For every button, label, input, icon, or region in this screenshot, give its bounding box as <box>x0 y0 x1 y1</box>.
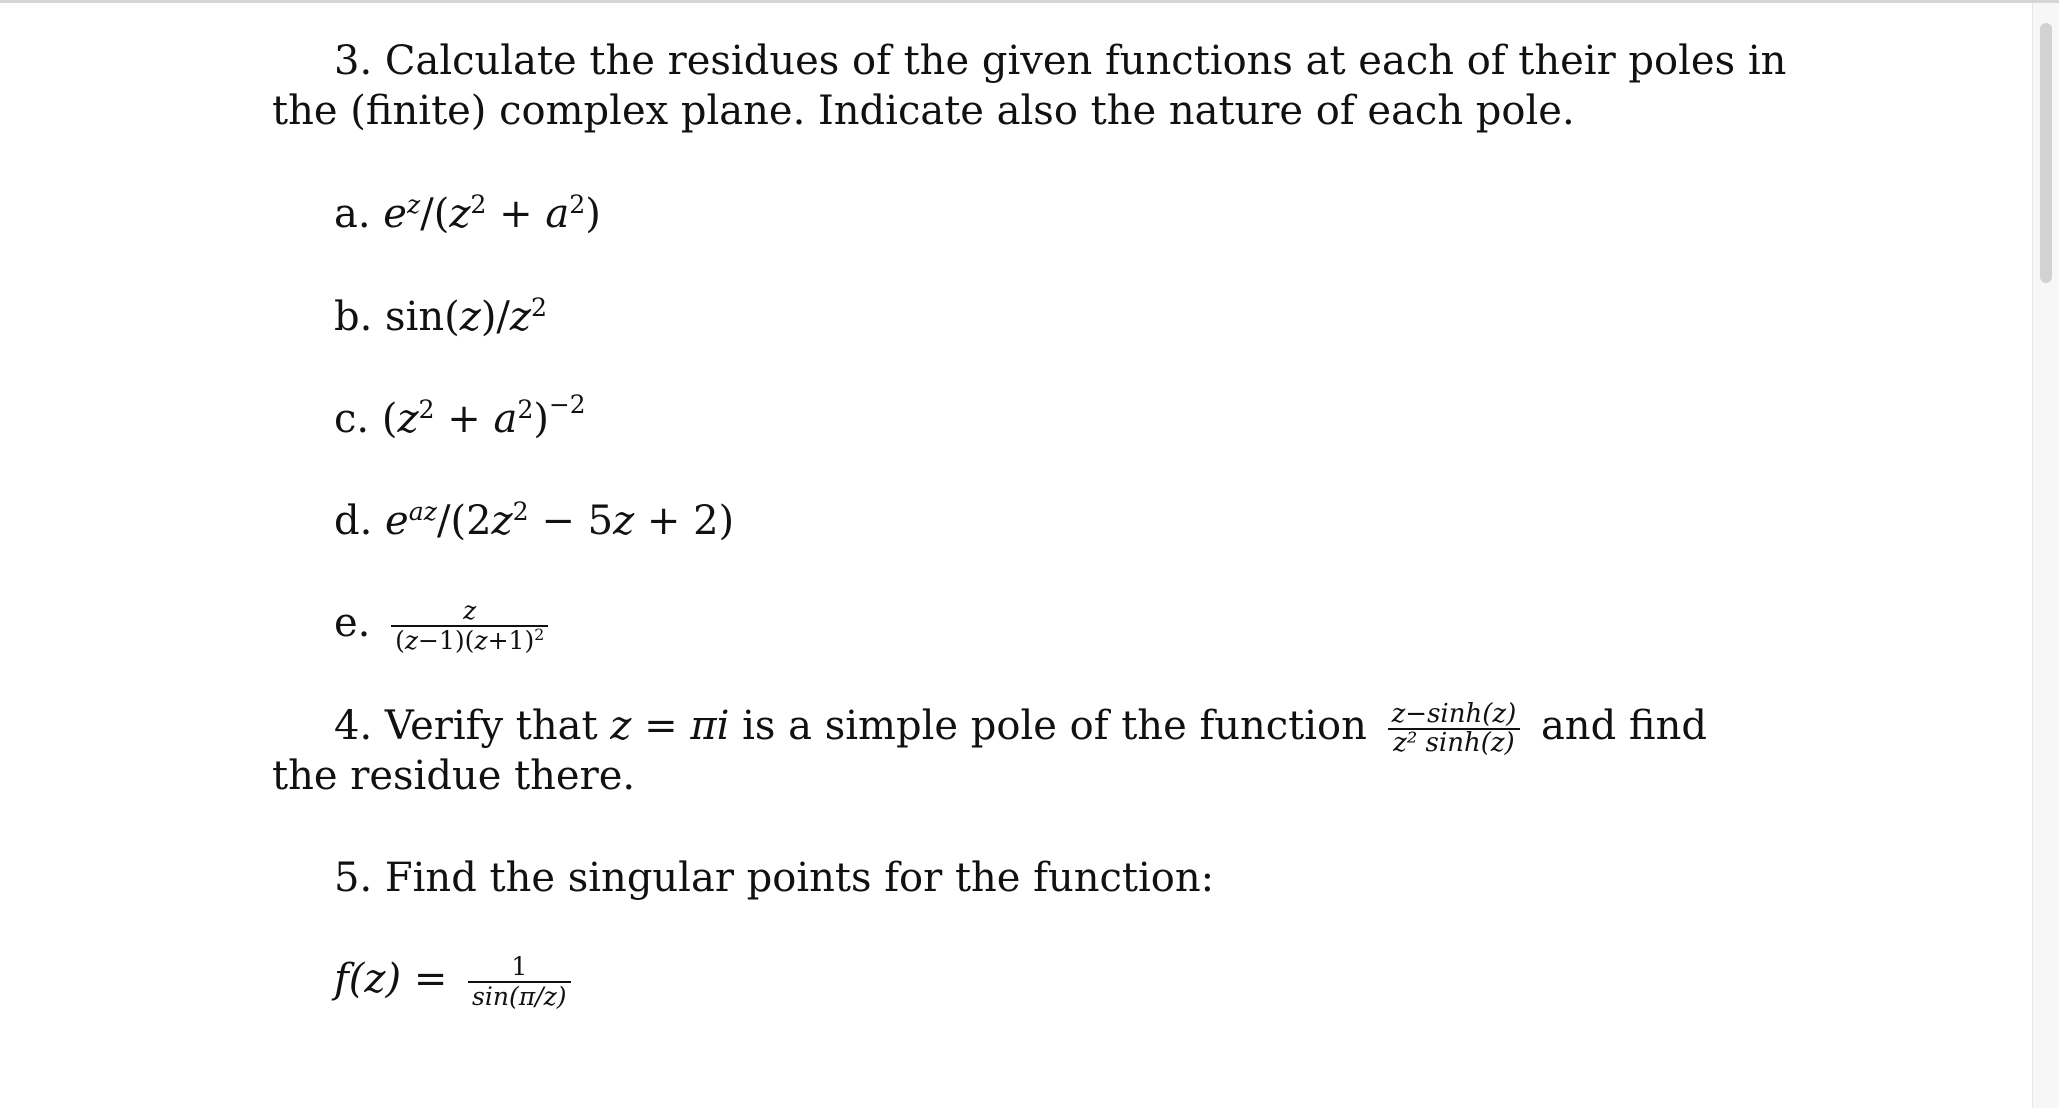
item-label-d: d. <box>334 498 373 544</box>
problem-4-start: 4. Verify that <box>334 703 598 749</box>
equals-sign: = <box>413 956 448 1002</box>
fraction-numerator: z <box>391 597 548 627</box>
fraction-numerator: z−sinh(z) <box>1388 701 1521 730</box>
item-label-a: a. <box>334 191 371 237</box>
problem-4-end: and find <box>1540 703 1707 749</box>
fraction-denominator <box>391 627 548 655</box>
z-symbol: z <box>459 294 481 340</box>
f-of-z: f(z) <box>334 956 402 1002</box>
problem-4-line-1 <box>334 701 1707 757</box>
problem-3c <box>334 390 586 444</box>
minus-five: − 5 <box>541 498 614 544</box>
z-symbol: z <box>491 498 513 544</box>
expression-b <box>385 294 547 340</box>
power-2: 2 <box>470 190 487 220</box>
den-power: 2 <box>534 625 545 645</box>
z-symbol: z <box>474 626 488 655</box>
z-symbol: z <box>397 396 419 442</box>
expression-a <box>383 191 601 237</box>
power-2: 2 <box>569 190 586 220</box>
e-symbol: e <box>385 498 409 544</box>
problem-3b <box>334 292 547 342</box>
problem-4-middle: is a simple pole of the function <box>742 703 1367 749</box>
z-symbol: z <box>610 703 632 749</box>
slash: )/ <box>480 294 510 340</box>
sin-open: sin( <box>385 294 460 340</box>
power-2: 2 <box>517 395 534 425</box>
item-label-b: b. <box>334 294 373 340</box>
power-2: 2 <box>512 497 529 527</box>
e-symbol: e <box>383 191 407 237</box>
plus-sign: + <box>499 191 533 237</box>
exponent-z: z <box>406 190 421 220</box>
expression-d <box>385 498 734 544</box>
fraction-numerator: 1 <box>468 953 570 983</box>
problem-4-line-2: the residue there. <box>272 753 636 799</box>
outer-power: −2 <box>549 390 586 420</box>
tail-text: + 2) <box>646 498 735 544</box>
power-2: 2 <box>418 395 435 425</box>
z-symbol: z <box>404 626 419 655</box>
power-2: 2 <box>530 293 548 323</box>
expression-c <box>381 390 586 442</box>
problem-3a <box>334 189 601 239</box>
opening-paren: ( <box>381 396 398 442</box>
problem-5-formula <box>334 953 579 1011</box>
a-symbol: a <box>493 396 518 442</box>
fraction-e <box>391 597 548 655</box>
equals-sign: = <box>644 703 678 749</box>
closing-paren: ) <box>533 396 550 442</box>
problem-5-line-1: 5. Find the singular points for the function: <box>334 855 1215 901</box>
a-symbol: a <box>545 191 570 237</box>
closing-paren: ) <box>585 191 601 237</box>
fraction-denominator: z² sinh(z) <box>1393 728 1515 758</box>
problem-3d <box>334 496 734 546</box>
z-symbol: z <box>449 191 471 237</box>
scrollbar-thumb[interactable] <box>2040 23 2052 283</box>
item-label-c: c. <box>334 396 370 442</box>
den-middle: −1)( <box>418 626 475 655</box>
vertical-scrollbar[interactable] <box>2032 3 2059 1108</box>
slash-paren: /( <box>420 191 450 237</box>
exponent-az: az <box>408 497 438 527</box>
problem-3-line-2: the (finite) complex plane. Indicate also the nature of each pole. <box>272 88 1575 134</box>
den-close: +1) <box>487 626 535 655</box>
fraction-denominator: sin(π/z) <box>472 982 567 1011</box>
fraction-5 <box>468 953 570 1011</box>
problem-3-line-1: 3. Calculate the residues of the given functions at each of their poles in <box>334 38 1787 84</box>
z-symbol: z <box>509 294 531 340</box>
fraction-4 <box>1388 701 1521 757</box>
plus-sign: + <box>447 396 481 442</box>
middle-text: /(2 <box>437 498 492 544</box>
item-label-e: e. <box>334 600 371 646</box>
problem-3e <box>334 597 556 655</box>
z-symbol: z <box>613 498 635 544</box>
den-open: ( <box>395 626 405 655</box>
pi-i: πi <box>690 703 730 749</box>
